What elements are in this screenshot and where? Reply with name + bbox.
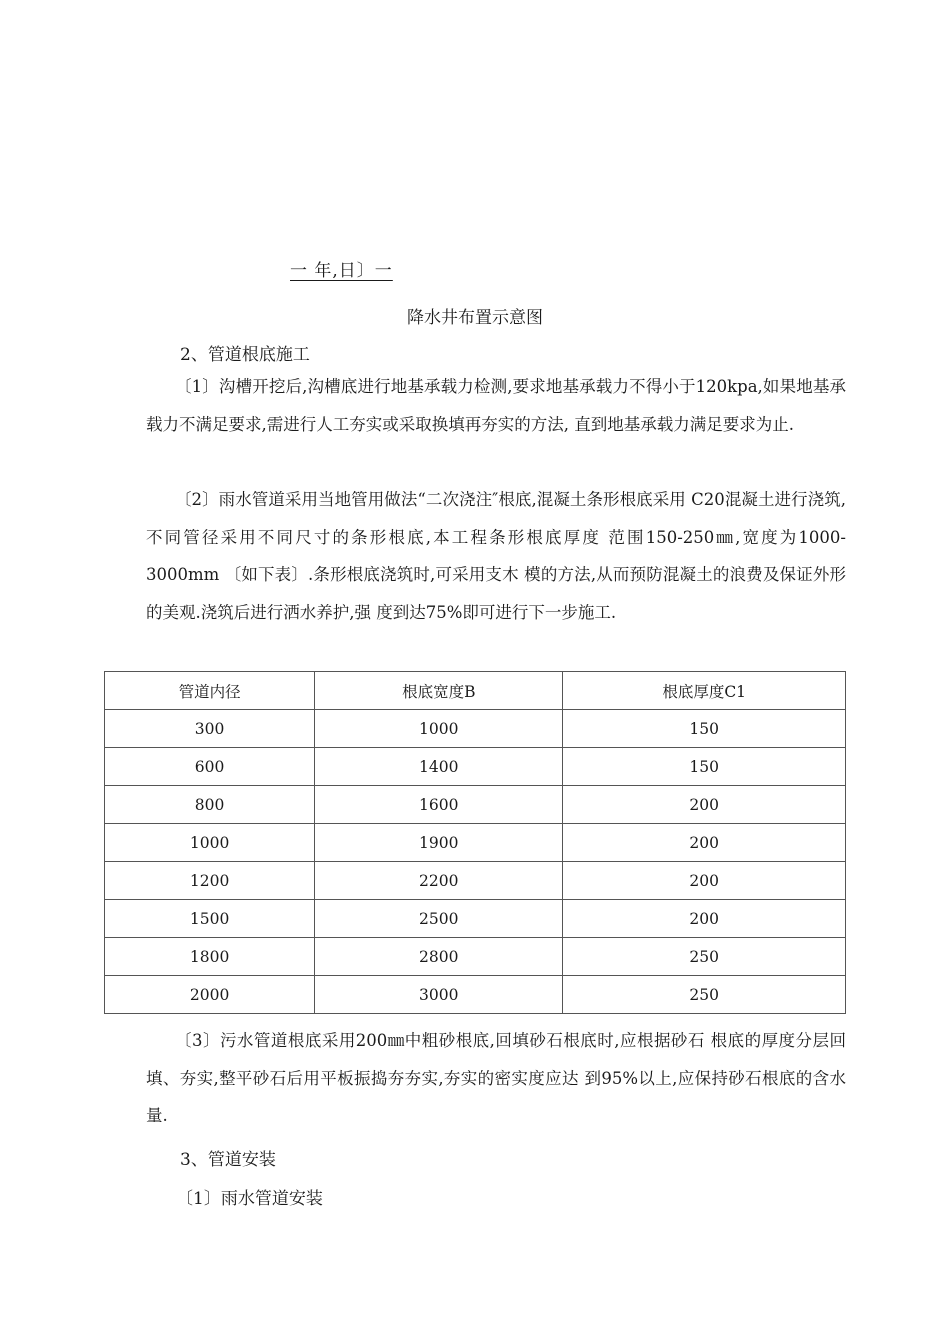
table-cell: 250 bbox=[563, 976, 846, 1014]
table-cell: 2000 bbox=[105, 976, 315, 1014]
table-cell: 1000 bbox=[105, 824, 315, 862]
paragraph-2: 〔2〕雨水管道采用当地管用做法“二次浇注″根底,混凝土条形根底采用 C20混凝土进行浇筑,不同管径采用不同尺寸的条形根底,本工程条形根底厚度 范围150-250㎜,宽度为1000-3000mm 〔如下表〕.条形根底浇筑时,可采用支木 模的方法,从而预防混凝土的浪费及保证外形的美观.浇筑后进行洒水养护,强 度到达75%即可进行下一步施工. bbox=[146, 490, 846, 622]
table-row bbox=[105, 976, 846, 1014]
table-cell: 2200 bbox=[315, 862, 563, 900]
date-line: 一 年,日〕一 bbox=[290, 261, 393, 281]
table-cell: 150 bbox=[563, 710, 846, 748]
table-cell: 1600 bbox=[315, 786, 563, 824]
table-row bbox=[105, 862, 846, 900]
section-heading-2: 2、管道根底施工 bbox=[180, 345, 310, 365]
table-cell: 800 bbox=[105, 786, 315, 824]
table-cell: 1900 bbox=[315, 824, 563, 862]
table-cell: 200 bbox=[563, 824, 846, 862]
column-header: 根底厚度C1 bbox=[563, 672, 846, 710]
subsection-heading-3-1: 〔1〕雨水管道安装 bbox=[176, 1189, 323, 1209]
table-cell: 1200 bbox=[105, 862, 315, 900]
column-header: 根底宽度B bbox=[315, 672, 563, 710]
table-cell: 600 bbox=[105, 748, 315, 786]
table-cell: 200 bbox=[563, 900, 846, 938]
table-cell: 1000 bbox=[315, 710, 563, 748]
table-cell: 2800 bbox=[315, 938, 563, 976]
table-cell: 1800 bbox=[105, 938, 315, 976]
table-row bbox=[105, 900, 846, 938]
section-heading-3: 3、管道安装 bbox=[180, 1150, 276, 1170]
column-header: 管道内径 bbox=[105, 672, 315, 710]
table-cell: 1500 bbox=[105, 900, 315, 938]
table-row bbox=[105, 786, 846, 824]
table-row bbox=[105, 938, 846, 976]
table-cell: 1400 bbox=[315, 748, 563, 786]
table-cell: 3000 bbox=[315, 976, 563, 1014]
table-cell: 150 bbox=[563, 748, 846, 786]
table-row bbox=[105, 710, 846, 748]
table-cell: 200 bbox=[563, 786, 846, 824]
table-header-row bbox=[105, 672, 846, 710]
table-cell: 2500 bbox=[315, 900, 563, 938]
table-row bbox=[105, 748, 846, 786]
table-cell: 200 bbox=[563, 862, 846, 900]
table-row bbox=[105, 824, 846, 862]
paragraph-1: 〔1〕沟槽开挖后,沟槽底进行地基承载力检测,要求地基承载力不得小于120kpa,如果地基承载力不满足要求,需进行人工夯实或采取换填再夯实的方法, 直到地基承载力满足要求为止. bbox=[146, 377, 846, 434]
figure-caption: 降水井布置示意图 bbox=[407, 308, 543, 328]
table-cell: 250 bbox=[563, 938, 846, 976]
foundation-size-table bbox=[104, 671, 846, 1014]
table-cell: 300 bbox=[105, 710, 315, 748]
paragraph-3: 〔3〕污水管道根底采用200㎜中粗砂根底,回填砂石根底时,应根据砂石 根底的厚度分层回填、夯实,整平砂石后用平板振捣夯夯实,夯实的密实度应达 到95%以上,应保持砂石根底的含水量. bbox=[146, 1031, 846, 1125]
